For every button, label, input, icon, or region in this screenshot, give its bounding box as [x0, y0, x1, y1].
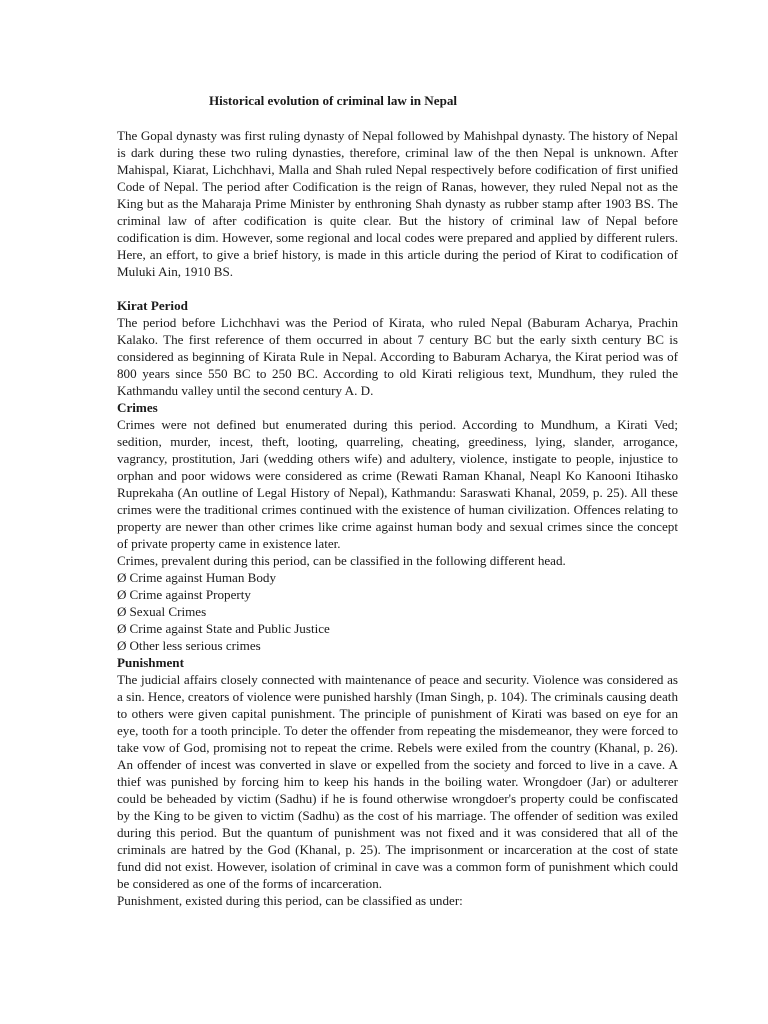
- crimes-paragraph: Crimes were not defined but enumerated during this period. According to Mundhum, a Kirati Ved; sedition, murder, incest, theft, looting, quarreling, cheating, greediness, lying, slander, arrogance, vagrancy, prostitution, Jari (wedding others wife) and adultery, violence, instigate to people, injustice to orphan and poor widows were considered as crime (Rewati Raman Khanal, Neapl Ko Kanooni Itihasko Ruprekaha (An outline of Legal History of Nepal), Kathmandu: Saraswati Khanal, 2059, p. 25). All these crimes were the traditional crimes continued with the existence of human civilization. Offences relating to property are newer than other crimes like crime against human body and sexual crimes since the concept of private property came in existence later.: [117, 417, 678, 551]
- bullet-icon: Ø: [117, 570, 127, 585]
- punishment-classified-text: Punishment, existed during this period, can be classified as under:: [117, 893, 463, 908]
- kirat-period-paragraph: The period before Lichchhavi was the Period of Kirata, who ruled Nepal (Baburam Acharya, Prachin Kalako. The first reference of them occurred in about 7 century BC but the early sixth century BC is considered as beginning of Kirata Rule in Nepal. According to Baburam Acharya, the Kirat period was of 800 years since 550 BC to 250 BC. According to old Kirati religious text, Mundhum, they ruled the Kathmandu valley until the second century A. D.: [117, 315, 678, 398]
- bullet-icon: Ø: [117, 621, 127, 636]
- punishment-heading: Punishment: [117, 655, 184, 670]
- intro-paragraph: The Gopal dynasty was first ruling dynasty of Nepal followed by Mahishpal dynasty. The history of Nepal is dark during these two ruling dynasties, therefore, criminal law of the then Nepal is unknown. After Mahispal, Kiarat, Lichchhavi, Malla and Shah ruled Nepal respectively before codification of first unified Code of Nepal. The period after Codification is the reign of Ranas, however, they ruled Nepal not as the King but as the Maharaja Prime Minister by enthroning Shah dynasty as rubber stamp after 1903 BS. The criminal law of after codification is quite clear. But the history of criminal law of Nepal before codification is dim. However, some regional and local codes were prepared and applied by different rulers. Here, an effort, to give a brief history, is made in this article during the period of Kirat to codification of Muluki Ain, 1910 BS.: [117, 128, 678, 279]
- list-item: [117, 620, 678, 637]
- list-item: [117, 586, 678, 603]
- bullet-icon: Ø: [117, 604, 127, 619]
- list-item-text: Crime against Human Body: [129, 570, 277, 585]
- crimes-heading: Crimes: [117, 400, 158, 415]
- document-title: Historical evolution of criminal law in Nepal: [209, 93, 458, 108]
- list-item: [117, 637, 678, 654]
- crime-list: [117, 569, 678, 654]
- list-item-text: Crime against Property: [129, 587, 251, 602]
- punishment-paragraph: The judicial affairs closely connected with maintenance of peace and security. Violence was considered as a sin. Hence, creators of violence were punished harshly (Iman Singh, p. 104). The criminals causing death to others were given capital punishment. The principle of punishment of Kirati was based on eye for an eye, tooth for a tooth principle. To deter the offender from repeating the misdemeanor, they were forced to take vow of God, promising not to repeat the crime. Rebels were exiled from the country (Khanal, p. 26). An offender of incest was converted in slave or expelled from the society and forced to live in a cave. A thief was punished by forcing him to keep his hands in the boiling water. Wrongdoer (Jar) or adulterer could be beheaded by victim (Sadhu) if he is found otherwise wrongdoer's property could be confiscated by the King to be given to victim (Sadhu) as the cost of his marriage. The offender of sedition was exiled during this period. But the quantum of punishment was not fixed and it was considered that all of the criminals are hatred by the God (Khanal, p. 25). The imprisonment or incarceration at the cost of state fund did not exist. However, isolation of criminal in cave was a common form of punishment which could be considered as one of the forms of incarceration.: [117, 672, 678, 891]
- list-item: [117, 603, 678, 620]
- kirat-period-heading: Kirat Period: [117, 298, 188, 313]
- list-item-text: Sexual Crimes: [129, 604, 207, 619]
- list-item-text: Other less serious crimes: [129, 638, 261, 653]
- list-item: [117, 569, 678, 586]
- list-item-text: Crime against State and Public Justice: [129, 621, 330, 636]
- crimes-classified-text: Crimes, prevalent during this period, can be classified in the following different head.: [117, 553, 566, 568]
- spacer: [117, 280, 678, 297]
- bullet-icon: Ø: [117, 587, 127, 602]
- bullet-icon: Ø: [117, 638, 127, 653]
- document-page: [117, 92, 678, 909]
